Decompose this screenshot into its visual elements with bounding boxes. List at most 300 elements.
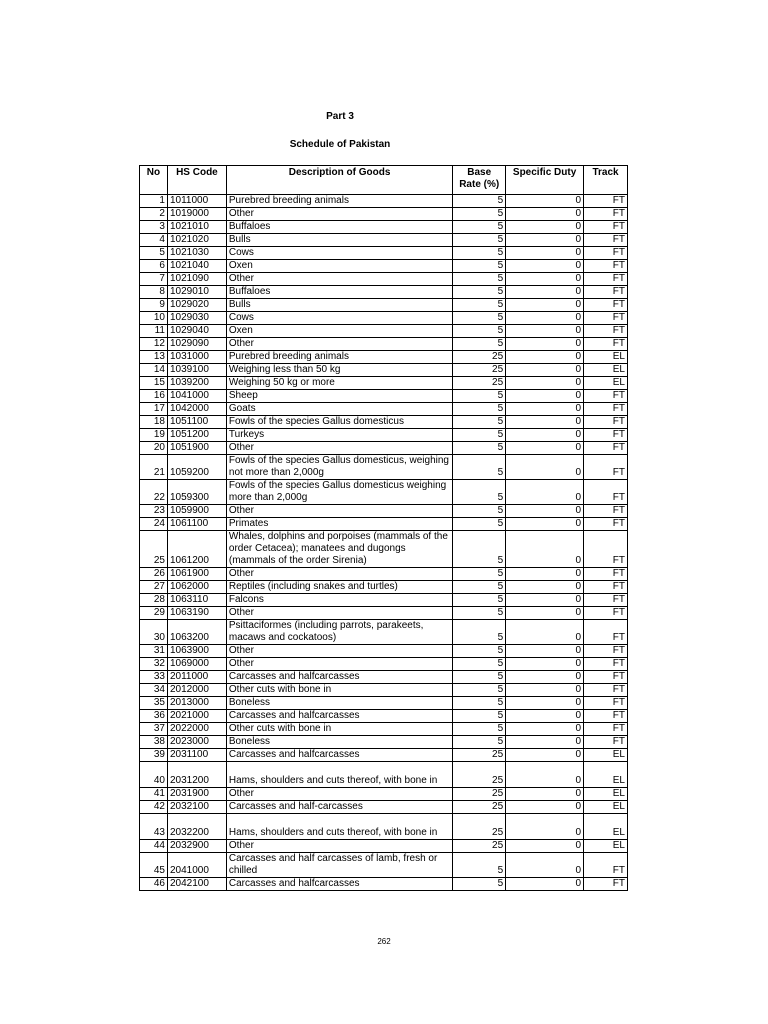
specific-duty-cell: 0 (506, 671, 584, 684)
table-row (140, 221, 628, 234)
row-number-cell: 25 (140, 531, 168, 568)
specific-duty-cell: 0 (506, 505, 584, 518)
hs-code-cell: 1041000 (167, 390, 226, 403)
description-cell: Other (226, 607, 452, 620)
hs-code-cell: 2042100 (167, 878, 226, 891)
table-row (140, 195, 628, 208)
hs-code-cell: 2041000 (167, 853, 226, 878)
track-cell: FT (584, 594, 628, 607)
hs-code-cell: 1059200 (167, 455, 226, 480)
specific-duty-cell: 0 (506, 853, 584, 878)
description-cell: Fowls of the species Gallus domesticus, weighing not more than 2,000g (226, 455, 452, 480)
hs-code-cell: 1021020 (167, 234, 226, 247)
row-number-cell: 38 (140, 736, 168, 749)
description-cell: Boneless (226, 697, 452, 710)
description-cell: Other (226, 645, 452, 658)
page-number: 262 (377, 937, 391, 946)
row-number-cell: 28 (140, 594, 168, 607)
description-cell: Reptiles (including snakes and turtles) (226, 581, 452, 594)
track-cell: FT (584, 581, 628, 594)
description-cell: Other (226, 658, 452, 671)
description-cell: Sheep (226, 390, 452, 403)
row-number-cell: 46 (140, 878, 168, 891)
specific-duty-cell: 0 (506, 736, 584, 749)
hs-code-cell: 1042000 (167, 403, 226, 416)
description-cell: Weighing 50 kg or more (226, 377, 452, 390)
row-number-cell: 27 (140, 581, 168, 594)
row-number-cell: 40 (140, 762, 168, 788)
track-cell: EL (584, 840, 628, 853)
base-rate-cell: 5 (453, 697, 506, 710)
row-number-cell: 29 (140, 607, 168, 620)
hs-code-cell: 1021040 (167, 260, 226, 273)
specific-duty-cell: 0 (506, 840, 584, 853)
table-row (140, 814, 628, 840)
specific-duty-cell: 0 (506, 377, 584, 390)
description-cell: Carcasses and half carcasses of lamb, fresh or chilled (226, 853, 452, 878)
row-number-cell: 24 (140, 518, 168, 531)
base-rate-cell: 5 (453, 658, 506, 671)
table-row (140, 531, 628, 568)
track-cell: FT (584, 221, 628, 234)
base-rate-cell: 5 (453, 416, 506, 429)
track-cell: EL (584, 788, 628, 801)
track-cell: FT (584, 312, 628, 325)
track-cell: FT (584, 723, 628, 736)
table-row (140, 377, 628, 390)
table-row (140, 364, 628, 377)
table-row (140, 429, 628, 442)
specific-duty-cell: 0 (506, 620, 584, 645)
hs-code-cell: 2032100 (167, 801, 226, 814)
table-row (140, 312, 628, 325)
base-rate-cell: 25 (453, 377, 506, 390)
base-rate-cell: 5 (453, 312, 506, 325)
row-number-cell: 26 (140, 568, 168, 581)
specific-duty-cell: 0 (506, 697, 584, 710)
row-number-cell: 13 (140, 351, 168, 364)
row-number-cell: 44 (140, 840, 168, 853)
row-number-cell: 43 (140, 814, 168, 840)
track-cell: FT (584, 645, 628, 658)
track-cell: FT (584, 234, 628, 247)
hs-code-cell: 1069000 (167, 658, 226, 671)
table-row (140, 247, 628, 260)
track-cell: FT (584, 505, 628, 518)
table-row (140, 505, 628, 518)
row-number-cell: 33 (140, 671, 168, 684)
base-rate-cell: 5 (453, 853, 506, 878)
base-rate-cell: 5 (453, 403, 506, 416)
table-row (140, 749, 628, 762)
table-row (140, 208, 628, 221)
hs-code-cell: 2032200 (167, 814, 226, 840)
row-number-cell: 15 (140, 377, 168, 390)
specific-duty-cell: 0 (506, 658, 584, 671)
track-cell: FT (584, 442, 628, 455)
track-cell: FT (584, 273, 628, 286)
table-row (140, 286, 628, 299)
description-cell: Bulls (226, 299, 452, 312)
description-cell: Other (226, 442, 452, 455)
base-rate-cell: 5 (453, 247, 506, 260)
row-number-cell: 23 (140, 505, 168, 518)
hs-code-cell: 2032900 (167, 840, 226, 853)
specific-duty-cell: 0 (506, 518, 584, 531)
specific-duty-cell: 0 (506, 195, 584, 208)
specific-duty-cell: 0 (506, 247, 584, 260)
hs-code-cell: 1061200 (167, 531, 226, 568)
specific-duty-cell: 0 (506, 645, 584, 658)
description-cell: Psittaciformes (including parrots, parakeets, macaws and cockatoos) (226, 620, 452, 645)
track-cell: FT (584, 853, 628, 878)
description-cell: Goats (226, 403, 452, 416)
table-row (140, 710, 628, 723)
track-cell: FT (584, 568, 628, 581)
table-row (140, 299, 628, 312)
table-row (140, 594, 628, 607)
hs-code-cell: 1029040 (167, 325, 226, 338)
specific-duty-cell: 0 (506, 208, 584, 221)
schedule-title: Schedule of Pakistan (289, 139, 391, 150)
specific-duty-cell: 0 (506, 442, 584, 455)
track-cell: FT (584, 429, 628, 442)
row-number-cell: 21 (140, 455, 168, 480)
hs-code-cell: 2023000 (167, 736, 226, 749)
specific-duty-cell: 0 (506, 594, 584, 607)
description-cell: Other (226, 273, 452, 286)
row-number-cell: 34 (140, 684, 168, 697)
description-cell: Boneless (226, 736, 452, 749)
track-cell: FT (584, 607, 628, 620)
row-number-cell: 41 (140, 788, 168, 801)
table-row (140, 480, 628, 505)
table-row (140, 736, 628, 749)
description-cell: Buffaloes (226, 221, 452, 234)
row-number-cell: 35 (140, 697, 168, 710)
track-cell: FT (584, 684, 628, 697)
base-rate-cell: 25 (453, 749, 506, 762)
base-rate-cell: 25 (453, 840, 506, 853)
description-cell: Purebred breeding animals (226, 351, 452, 364)
row-number-cell: 9 (140, 299, 168, 312)
description-cell: Cows (226, 247, 452, 260)
track-cell: FT (584, 416, 628, 429)
base-rate-cell: 5 (453, 581, 506, 594)
description-cell: Carcasses and halfcarcasses (226, 710, 452, 723)
base-rate-cell: 5 (453, 736, 506, 749)
tariff-schedule-table (139, 165, 628, 891)
base-rate-cell: 25 (453, 351, 506, 364)
table-row (140, 853, 628, 878)
base-rate-cell: 5 (453, 620, 506, 645)
table-row (140, 762, 628, 788)
hs-code-cell: 1051200 (167, 429, 226, 442)
hs-code-cell: 2013000 (167, 697, 226, 710)
hs-code-cell: 1063110 (167, 594, 226, 607)
row-number-cell: 45 (140, 853, 168, 878)
base-rate-cell: 5 (453, 221, 506, 234)
base-rate-cell: 5 (453, 505, 506, 518)
hs-code-cell: 1063900 (167, 645, 226, 658)
table-row (140, 801, 628, 814)
track-cell: EL (584, 762, 628, 788)
track-cell: EL (584, 364, 628, 377)
base-rate-cell: 5 (453, 208, 506, 221)
track-cell: EL (584, 749, 628, 762)
hs-code-cell: 2031200 (167, 762, 226, 788)
base-rate-cell: 5 (453, 325, 506, 338)
track-cell: EL (584, 377, 628, 390)
track-cell: FT (584, 736, 628, 749)
specific-duty-cell: 0 (506, 568, 584, 581)
hs-code-cell: 2012000 (167, 684, 226, 697)
base-rate-cell: 5 (453, 645, 506, 658)
table-row (140, 390, 628, 403)
hs-code-cell: 1051100 (167, 416, 226, 429)
specific-duty-cell: 0 (506, 762, 584, 788)
table-row (140, 234, 628, 247)
table-row (140, 697, 628, 710)
description-cell: Falcons (226, 594, 452, 607)
base-rate-cell: 25 (453, 762, 506, 788)
row-number-cell: 2 (140, 208, 168, 221)
base-rate-cell: 5 (453, 568, 506, 581)
base-rate-cell: 5 (453, 286, 506, 299)
hs-code-cell: 1011000 (167, 195, 226, 208)
row-number-cell: 36 (140, 710, 168, 723)
row-number-cell: 17 (140, 403, 168, 416)
table-row (140, 645, 628, 658)
hs-code-cell: 1061900 (167, 568, 226, 581)
hs-code-cell: 1063190 (167, 607, 226, 620)
track-cell: FT (584, 195, 628, 208)
specific-duty-cell: 0 (506, 429, 584, 442)
base-rate-cell: 5 (453, 723, 506, 736)
description-cell: Purebred breeding animals (226, 195, 452, 208)
row-number-cell: 22 (140, 480, 168, 505)
description-cell: Weighing less than 50 kg (226, 364, 452, 377)
table-row (140, 788, 628, 801)
hs-code-cell: 1029010 (167, 286, 226, 299)
description-cell: Other cuts with bone in (226, 684, 452, 697)
specific-duty-cell: 0 (506, 403, 584, 416)
track-cell: FT (584, 403, 628, 416)
row-number-cell: 8 (140, 286, 168, 299)
hs-code-cell: 1019000 (167, 208, 226, 221)
table-row (140, 607, 628, 620)
specific-duty-cell: 0 (506, 221, 584, 234)
track-cell: FT (584, 671, 628, 684)
track-cell: FT (584, 247, 628, 260)
base-rate-cell: 25 (453, 364, 506, 377)
description-cell: Other (226, 788, 452, 801)
hs-code-cell: 2031900 (167, 788, 226, 801)
base-rate-cell: 5 (453, 594, 506, 607)
table-row (140, 671, 628, 684)
row-number-cell: 7 (140, 273, 168, 286)
base-rate-cell: 5 (453, 878, 506, 891)
base-rate-cell: 5 (453, 518, 506, 531)
description-cell: Primates (226, 518, 452, 531)
row-number-cell: 1 (140, 195, 168, 208)
specific-duty-cell: 0 (506, 260, 584, 273)
base-rate-cell: 5 (453, 195, 506, 208)
hs-code-cell: 1061100 (167, 518, 226, 531)
base-rate-cell: 5 (453, 480, 506, 505)
row-number-cell: 14 (140, 364, 168, 377)
track-cell: FT (584, 455, 628, 480)
track-cell: FT (584, 620, 628, 645)
specific-duty-cell: 0 (506, 273, 584, 286)
base-rate-cell: 5 (453, 390, 506, 403)
description-cell: Other (226, 568, 452, 581)
specific-duty-cell: 0 (506, 801, 584, 814)
header-specific-duty: Specific Duty (506, 166, 584, 195)
track-cell: FT (584, 286, 628, 299)
row-number-cell: 11 (140, 325, 168, 338)
description-cell: Fowls of the species Gallus domesticus weighing more than 2,000g (226, 480, 452, 505)
track-cell: EL (584, 351, 628, 364)
description-cell: Carcasses and halfcarcasses (226, 671, 452, 684)
row-number-cell: 16 (140, 390, 168, 403)
row-number-cell: 3 (140, 221, 168, 234)
hs-code-cell: 2021000 (167, 710, 226, 723)
hs-code-cell: 1029030 (167, 312, 226, 325)
track-cell: FT (584, 338, 628, 351)
description-cell: Other cuts with bone in (226, 723, 452, 736)
track-cell: EL (584, 801, 628, 814)
table-header-row (140, 166, 628, 195)
table-row (140, 658, 628, 671)
header-no: No (140, 166, 168, 195)
base-rate-cell: 5 (453, 273, 506, 286)
table-row (140, 416, 628, 429)
description-cell: Oxen (226, 260, 452, 273)
table-row (140, 568, 628, 581)
hs-code-cell: 2011000 (167, 671, 226, 684)
hs-code-cell: 1021030 (167, 247, 226, 260)
base-rate-cell: 25 (453, 801, 506, 814)
specific-duty-cell: 0 (506, 455, 584, 480)
row-number-cell: 20 (140, 442, 168, 455)
base-rate-cell: 5 (453, 429, 506, 442)
description-cell: Other (226, 338, 452, 351)
hs-code-cell: 1021090 (167, 273, 226, 286)
row-number-cell: 6 (140, 260, 168, 273)
description-cell: Fowls of the species Gallus domesticus (226, 416, 452, 429)
track-cell: EL (584, 814, 628, 840)
description-cell: Carcasses and halfcarcasses (226, 878, 452, 891)
description-cell: Bulls (226, 234, 452, 247)
table-row (140, 455, 628, 480)
row-number-cell: 12 (140, 338, 168, 351)
description-cell: Cows (226, 312, 452, 325)
base-rate-cell: 5 (453, 531, 506, 568)
hs-code-cell: 2031100 (167, 749, 226, 762)
hs-code-cell: 1021010 (167, 221, 226, 234)
specific-duty-cell: 0 (506, 814, 584, 840)
specific-duty-cell: 0 (506, 878, 584, 891)
table-row (140, 518, 628, 531)
table-row (140, 273, 628, 286)
table-row (140, 260, 628, 273)
base-rate-cell: 5 (453, 338, 506, 351)
specific-duty-cell: 0 (506, 480, 584, 505)
table-row (140, 338, 628, 351)
specific-duty-cell: 0 (506, 299, 584, 312)
specific-duty-cell: 0 (506, 607, 584, 620)
base-rate-cell: 5 (453, 455, 506, 480)
base-rate-cell: 5 (453, 710, 506, 723)
part-title: Part 3 (326, 111, 354, 122)
base-rate-cell: 5 (453, 442, 506, 455)
row-number-cell: 10 (140, 312, 168, 325)
header-base-rate: Base Rate (%) (453, 166, 506, 195)
row-number-cell: 31 (140, 645, 168, 658)
description-cell: Hams, shoulders and cuts thereof, with bone in (226, 762, 452, 788)
specific-duty-cell: 0 (506, 788, 584, 801)
specific-duty-cell: 0 (506, 351, 584, 364)
description-cell: Turkeys (226, 429, 452, 442)
specific-duty-cell: 0 (506, 325, 584, 338)
specific-duty-cell: 0 (506, 338, 584, 351)
hs-code-cell: 1031000 (167, 351, 226, 364)
track-cell: FT (584, 518, 628, 531)
track-cell: FT (584, 260, 628, 273)
track-cell: FT (584, 878, 628, 891)
description-cell: Other (226, 840, 452, 853)
specific-duty-cell: 0 (506, 390, 584, 403)
table-row (140, 581, 628, 594)
row-number-cell: 18 (140, 416, 168, 429)
track-cell: FT (584, 208, 628, 221)
table-row (140, 442, 628, 455)
hs-code-cell: 1059900 (167, 505, 226, 518)
base-rate-cell: 5 (453, 671, 506, 684)
hs-code-cell: 1039200 (167, 377, 226, 390)
track-cell: FT (584, 480, 628, 505)
specific-duty-cell: 0 (506, 416, 584, 429)
hs-code-cell: 2022000 (167, 723, 226, 736)
row-number-cell: 32 (140, 658, 168, 671)
row-number-cell: 5 (140, 247, 168, 260)
header-hs-code: HS Code (167, 166, 226, 195)
specific-duty-cell: 0 (506, 364, 584, 377)
row-number-cell: 30 (140, 620, 168, 645)
description-cell: Buffaloes (226, 286, 452, 299)
description-cell: Hams, shoulders and cuts thereof, with bone in (226, 814, 452, 840)
row-number-cell: 4 (140, 234, 168, 247)
table-row (140, 403, 628, 416)
description-cell: Carcasses and half-carcasses (226, 801, 452, 814)
hs-code-cell: 1029020 (167, 299, 226, 312)
table-row (140, 840, 628, 853)
specific-duty-cell: 0 (506, 749, 584, 762)
table-row (140, 723, 628, 736)
description-cell: Oxen (226, 325, 452, 338)
header-description: Description of Goods (226, 166, 452, 195)
base-rate-cell: 5 (453, 234, 506, 247)
track-cell: FT (584, 390, 628, 403)
table-row (140, 878, 628, 891)
table-row (140, 684, 628, 697)
track-cell: FT (584, 299, 628, 312)
hs-code-cell: 1029090 (167, 338, 226, 351)
row-number-cell: 42 (140, 801, 168, 814)
specific-duty-cell: 0 (506, 286, 584, 299)
specific-duty-cell: 0 (506, 684, 584, 697)
